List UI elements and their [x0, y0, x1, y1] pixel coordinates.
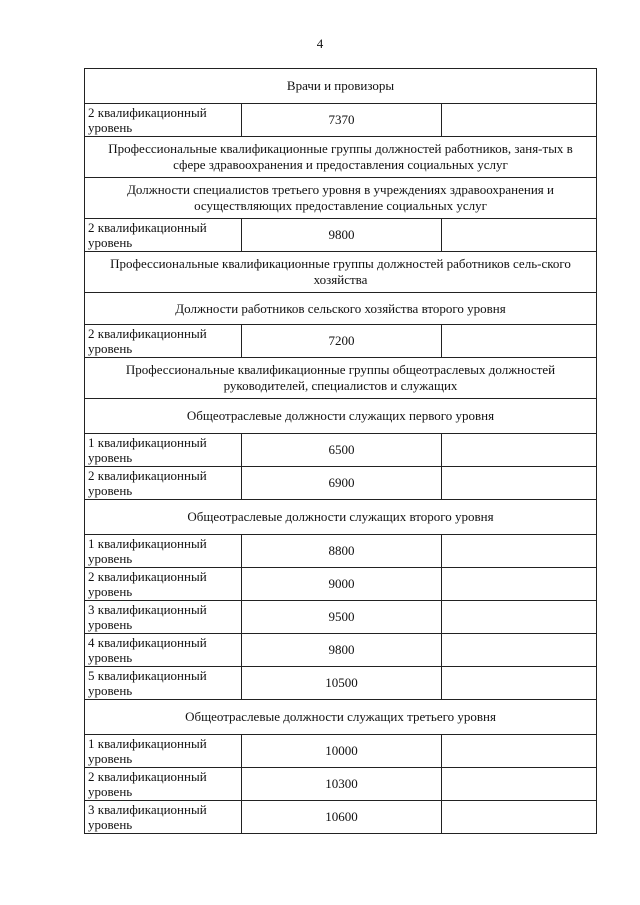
- qualification-level-row: [85, 568, 597, 601]
- empty-note-cell: [442, 735, 597, 768]
- salary-amount-cell: 9800: [242, 219, 442, 252]
- qualification-level-row: [85, 219, 597, 252]
- salary-table-body: [85, 69, 597, 834]
- empty-note-cell: [442, 634, 597, 667]
- empty-note-cell: [442, 219, 597, 252]
- qualification-level-cell: 2 квалификационный уровень: [85, 568, 242, 601]
- salary-amount-cell: 7200: [242, 325, 442, 358]
- qualification-level-row: [85, 634, 597, 667]
- qualification-level-row: [85, 104, 597, 137]
- qualification-level-cell: 2 квалификационный уровень: [85, 768, 242, 801]
- position-category-row: [85, 700, 597, 735]
- professional-group-heading: Должности специалистов третьего уровня в учреждениях здравоохранения и осуществляющих предоставление социальных услуг: [85, 178, 597, 219]
- qualification-level-row: [85, 601, 597, 634]
- qualification-level-row: [85, 467, 597, 500]
- position-category-row: [85, 500, 597, 535]
- salary-amount-cell: 10500: [242, 667, 442, 700]
- salary-table: [84, 68, 597, 834]
- salary-amount-cell: 10000: [242, 735, 442, 768]
- qualification-level-cell: 5 квалификационный уровень: [85, 667, 242, 700]
- qualification-level-cell: 2 квалификационный уровень: [85, 104, 242, 137]
- professional-group-heading: Профессиональные квалификационные группы общеотраслевых должностей руководителей, специалистов и служащих: [85, 358, 597, 399]
- salary-amount-cell: 10300: [242, 768, 442, 801]
- salary-amount-cell: 6900: [242, 467, 442, 500]
- professional-group-row: [85, 252, 597, 293]
- position-category-row: [85, 399, 597, 434]
- empty-note-cell: [442, 467, 597, 500]
- professional-group-heading: Профессиональные квалификационные группы должностей работников сель-ского хозяйства: [85, 252, 597, 293]
- professional-group-row: [85, 358, 597, 399]
- qualification-level-cell: 4 квалификационный уровень: [85, 634, 242, 667]
- empty-note-cell: [442, 801, 597, 834]
- position-category-heading: Общеотраслевые должности служащих второго уровня: [85, 500, 597, 535]
- qualification-level-row: [85, 667, 597, 700]
- salary-amount-cell: 9500: [242, 601, 442, 634]
- salary-amount-cell: 10600: [242, 801, 442, 834]
- professional-group-heading: Профессиональные квалификационные группы должностей работников, заня-тых в сфере здравоохранения и предоставления социальных услуг: [85, 137, 597, 178]
- salary-amount-cell: 6500: [242, 434, 442, 467]
- empty-note-cell: [442, 768, 597, 801]
- empty-note-cell: [442, 325, 597, 358]
- position-category-heading: Общеотраслевые должности служащих третьего уровня: [85, 700, 597, 735]
- salary-amount-cell: 7370: [242, 104, 442, 137]
- qualification-level-cell: 3 квалификационный уровень: [85, 801, 242, 834]
- qualification-level-cell: 2 квалификационный уровень: [85, 325, 242, 358]
- salary-amount-cell: 9000: [242, 568, 442, 601]
- page-number: 4: [316, 36, 324, 51]
- professional-group-row: [85, 137, 597, 178]
- qualification-level-row: [85, 801, 597, 834]
- position-category-row: [85, 293, 597, 325]
- empty-note-cell: [442, 535, 597, 568]
- position-category-row: [85, 69, 597, 104]
- position-category-heading: Общеотраслевые должности служащих первого уровня: [85, 399, 597, 434]
- qualification-level-cell: 2 квалификационный уровень: [85, 467, 242, 500]
- salary-amount-cell: 8800: [242, 535, 442, 568]
- qualification-level-row: [85, 535, 597, 568]
- qualification-level-cell: 2 квалификационный уровень: [85, 219, 242, 252]
- qualification-level-cell: 3 квалификационный уровень: [85, 601, 242, 634]
- qualification-level-row: [85, 434, 597, 467]
- qualification-level-row: [85, 735, 597, 768]
- qualification-level-cell: 1 квалификационный уровень: [85, 535, 242, 568]
- empty-note-cell: [442, 104, 597, 137]
- qualification-level-cell: 1 квалификационный уровень: [85, 434, 242, 467]
- position-category-heading: Должности работников сельского хозяйства второго уровня: [85, 293, 597, 325]
- empty-note-cell: [442, 434, 597, 467]
- qualification-level-row: [85, 325, 597, 358]
- empty-note-cell: [442, 568, 597, 601]
- professional-group-row: [85, 178, 597, 219]
- empty-note-cell: [442, 601, 597, 634]
- qualification-level-cell: 1 квалификационный уровень: [85, 735, 242, 768]
- empty-note-cell: [442, 667, 597, 700]
- qualification-level-row: [85, 768, 597, 801]
- salary-amount-cell: 9800: [242, 634, 442, 667]
- position-category-heading: Врачи и провизоры: [85, 69, 597, 104]
